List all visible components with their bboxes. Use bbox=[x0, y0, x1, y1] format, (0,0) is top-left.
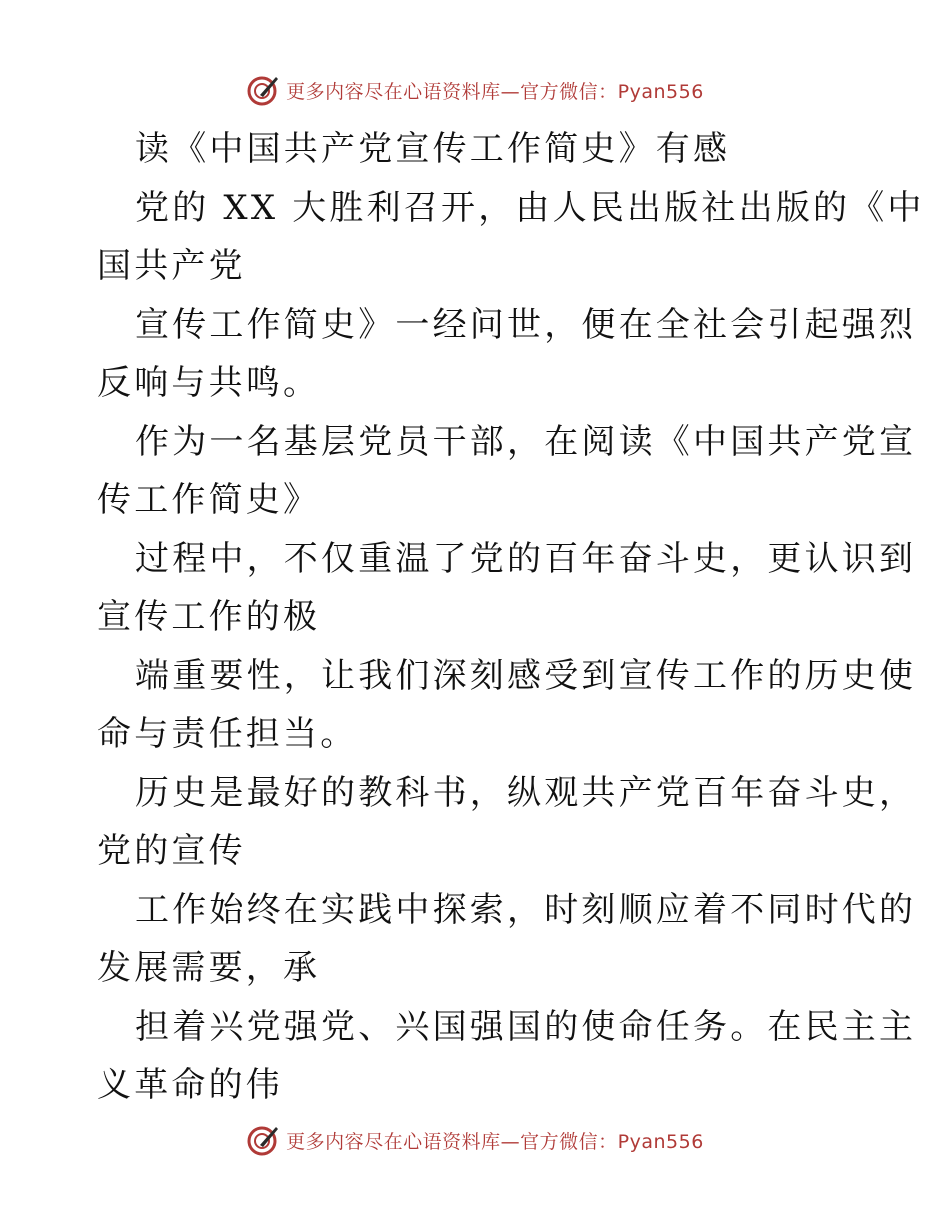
text-line: 历史是最好的教科书，纵观共产党百年奋斗史， bbox=[135, 772, 917, 813]
text-line: 端重要性，让我们深刻感受到宣传工作的历史使 bbox=[135, 655, 917, 696]
text-line: 发展需要，承 bbox=[97, 948, 321, 988]
quill-logo-icon bbox=[246, 73, 280, 107]
text-line: 国共产党 bbox=[97, 246, 246, 286]
text-line: 过程中，不仅重温了党的百年奋斗史，更认识到 bbox=[135, 538, 917, 579]
footer-banner bbox=[0, 1120, 950, 1160]
text-line: 宣传工作简史》一经问世，便在全社会引起强烈 bbox=[135, 304, 917, 345]
text-line: 义革命的伟 bbox=[97, 1065, 283, 1105]
text-line: 作为一名基层党员干部，在阅读《中国共产党宣 bbox=[135, 421, 917, 462]
text-line: 党的宣传 bbox=[97, 831, 246, 871]
text-line: 党的 XX 大胜利召开，由人民出版社出版的《中 bbox=[135, 187, 925, 228]
quill-logo-icon bbox=[246, 1123, 280, 1157]
text-line: 反响与共鸣。 bbox=[97, 363, 321, 403]
text-line: 命与责任担当。 bbox=[97, 714, 358, 754]
document-body bbox=[97, 120, 925, 1115]
text-line: 传工作简史》 bbox=[97, 480, 321, 520]
text-line: 宣传工作的极 bbox=[97, 597, 321, 637]
footer-banner-text: 更多内容尽在心语资料库—官方微信：Pyan556 bbox=[286, 1130, 704, 1153]
text-line: 担着兴党强党、兴国强国的使命任务。在民主主 bbox=[135, 1006, 917, 1047]
text-line: 读《中国共产党宣传工作简史》有感 bbox=[135, 129, 731, 169]
header-banner-text: 更多内容尽在心语资料库—官方微信：Pyan556 bbox=[286, 80, 704, 103]
text-line: 工作始终在实践中探索，时刻顺应着不同时代的 bbox=[135, 889, 917, 930]
header-banner bbox=[0, 70, 950, 110]
